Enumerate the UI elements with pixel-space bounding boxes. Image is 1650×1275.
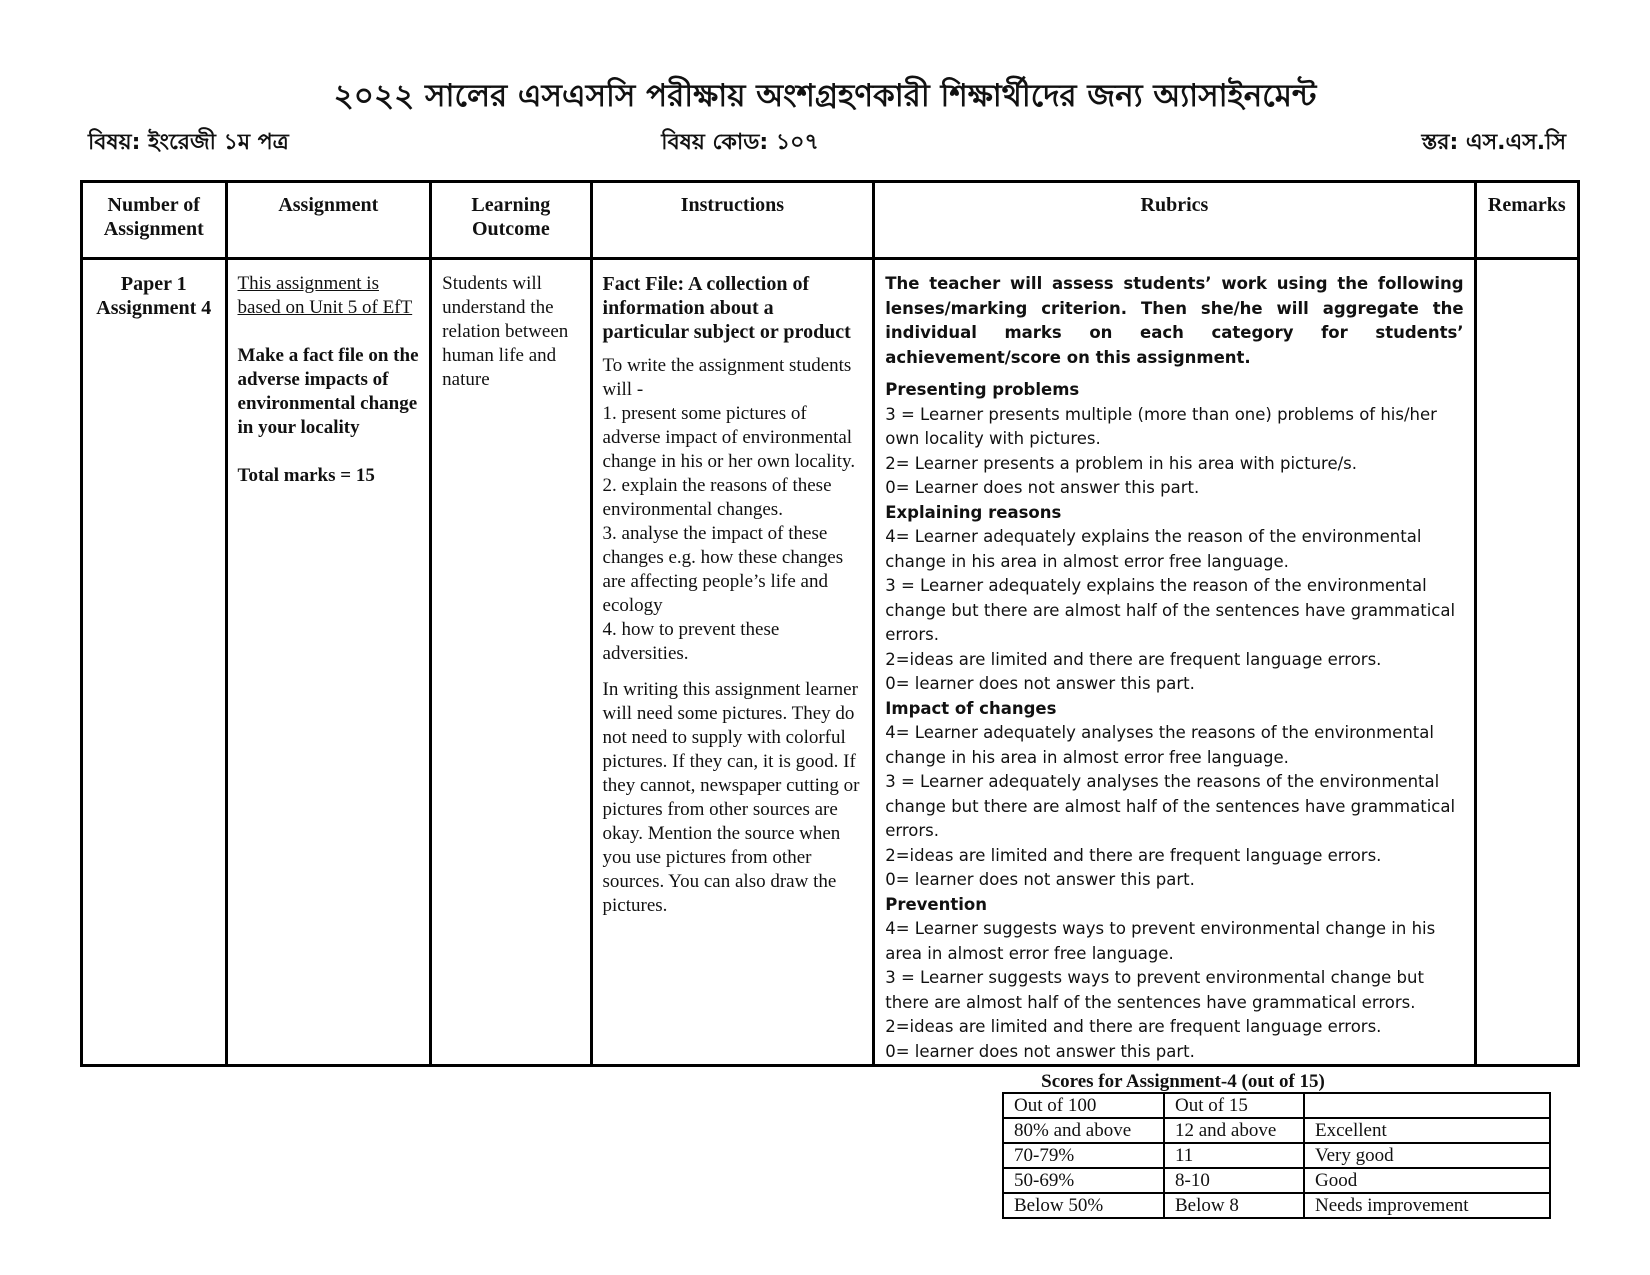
scores-cell: 70-79%	[1003, 1143, 1164, 1168]
instructions-title: Fact File: A collection of information about a particular subject or product	[602, 273, 851, 343]
cell-assignment-number	[82, 259, 227, 1066]
rubric-line: 0= learner does not answer this part.	[885, 674, 1195, 693]
instruction-step: 2. explain the reasons of these environmental changes.	[602, 475, 832, 520]
level-label: স্তর: এস.এস.সি	[1421, 130, 1566, 155]
scores-cell: Below 50%	[1003, 1193, 1164, 1218]
assignment-table	[80, 180, 1580, 1067]
scores-row	[1003, 1093, 1550, 1118]
scores-row	[1003, 1168, 1550, 1193]
header-number-of-assignment: Number of Assignment	[82, 182, 227, 259]
instructions-note: In writing this assignment learner will need some pictures. They do not need to supply with colorful pictures. If they can, it is good. If they cannot, newspaper cutting or pictures from other sources are okay. Mention the source when you use pictures from other sources. You can also draw the pictures.	[602, 679, 860, 916]
scores-cell: 80% and above	[1003, 1118, 1164, 1143]
scores-cell	[1304, 1093, 1550, 1118]
scores-cell: Below 8	[1164, 1193, 1304, 1218]
instruction-step: 1. present some pictures of adverse impact of environmental change in his or her own locality.	[602, 403, 856, 472]
rubric-line: 3 = Learner adequately explains the reason of the environmental change but there are almost half of the sentences have grammatical errors.	[885, 576, 1456, 644]
scores-cell: Good	[1304, 1168, 1550, 1193]
rubric-line: 3 = Learner presents multiple (more than one) problems of his/her own locality with pictures.	[885, 404, 1437, 448]
scores-cell: Excellent	[1304, 1118, 1550, 1143]
header-learning-outcome: Learning Outcome	[431, 182, 591, 259]
scores-table	[1002, 1092, 1551, 1219]
scores-row	[1003, 1193, 1550, 1218]
header-instructions: Instructions	[591, 182, 874, 259]
scores-cell: Out of 100	[1003, 1093, 1164, 1118]
table-row	[82, 259, 1579, 1066]
cell-rubrics	[874, 259, 1475, 1066]
rubric-line: 4= Learner adequately explains the reason of the environmental change in his area in almost error free language.	[885, 527, 1422, 571]
scores-title: Scores for Assignment-4 (out of 15)	[1041, 1071, 1325, 1092]
rubric-line: 4= Learner suggests ways to prevent environmental change in his area in almost error free language.	[885, 919, 1436, 963]
header-rubrics: Rubrics	[874, 182, 1475, 259]
rubric-line: 4= Learner adequately analyses the reasons of the environmental change in his area in almost error free language.	[885, 723, 1434, 767]
cell-learning-outcome	[431, 259, 591, 1066]
learning-outcome-text: Students will understand the relation between human life and nature	[442, 273, 569, 390]
rubrics-intro: The teacher will assess students’ work using the following lenses/marking criterion. Then she/he will aggregate the individual marks on each category for students’ achievement/score on this assignment.	[885, 274, 1464, 367]
rubric-line: 0= Learner does not answer this part.	[885, 478, 1200, 497]
assignment-number-label: Assignment 4	[96, 297, 212, 319]
scores-cell: Very good	[1304, 1143, 1550, 1168]
instructions-intro: To write the assignment students will -	[602, 355, 852, 400]
rubric-line: 2= Learner presents a problem in his area with picture/s.	[885, 453, 1358, 473]
scores-row	[1003, 1143, 1550, 1168]
scores-cell: 50-69%	[1003, 1168, 1164, 1193]
header-remarks: Remarks	[1475, 182, 1578, 259]
scores-cell: 12 and above	[1164, 1118, 1304, 1143]
paper-label: Paper 1	[120, 273, 187, 295]
rubric-line: 2=ideas are limited and there are frequent language errors.	[885, 1017, 1382, 1036]
rubric-heading-presenting-problems: Presenting problems	[885, 380, 1080, 399]
scores-row	[1003, 1118, 1550, 1143]
instruction-step: 3. analyse the impact of these changes e.g. how these changes are affecting people’s life and ecology	[602, 523, 844, 616]
scores-cell: Needs improvement	[1304, 1193, 1550, 1218]
cell-remarks	[1475, 259, 1578, 1066]
total-marks: Total marks = 15	[237, 465, 375, 486]
rubric-heading-impact-of-changes: Impact of changes	[885, 698, 1057, 718]
rubric-line: 3 = Learner adequately analyses the reasons of the environmental change but there are almost half of the sentences have grammatical errors.	[885, 772, 1456, 840]
rubric-line: 0= learner does not answer this part.	[885, 870, 1195, 889]
assignment-basis: This assignment is based on Unit 5 of EfT	[237, 273, 413, 318]
header-assignment: Assignment	[226, 182, 431, 259]
assignment-task: Make a fact file on the adverse impacts of environmental change in your locality	[237, 345, 419, 438]
subject-label: বিষয়: ইংরেজী ১ম পত্র	[88, 130, 289, 155]
scores-cell: 8-10	[1164, 1168, 1304, 1193]
subject-code-label: বিষয় কোড: ১০৭	[661, 130, 819, 155]
rubric-line: 3 = Learner suggests ways to prevent environmental change but there are almost half of the sentences have grammatical errors.	[885, 968, 1424, 1012]
rubric-heading-prevention: Prevention	[885, 894, 987, 914]
scores-cell: Out of 15	[1164, 1093, 1304, 1118]
table-header-row	[82, 182, 1579, 259]
instruction-steps	[603, 402, 865, 666]
rubric-line: 2=ideas are limited and there are frequent language errors.	[885, 845, 1382, 865]
cell-assignment	[226, 259, 431, 1066]
cell-instructions	[591, 259, 874, 1066]
rubric-line: 0= learner does not answer this part.	[885, 1041, 1195, 1061]
scores-cell: 11	[1164, 1143, 1304, 1168]
rubric-line: 2=ideas are limited and there are frequent language errors.	[885, 649, 1382, 669]
instruction-step: 4. how to prevent these adversities.	[602, 619, 780, 664]
page-title: ২০২২ সালের এসএসসি পরীক্ষায় অংশগ্রহণকারী শিক্ষার্থীদের জন্য অ্যাসাইনমেন্ট	[333, 78, 1317, 114]
rubric-heading-explaining-reasons: Explaining reasons	[885, 502, 1062, 522]
